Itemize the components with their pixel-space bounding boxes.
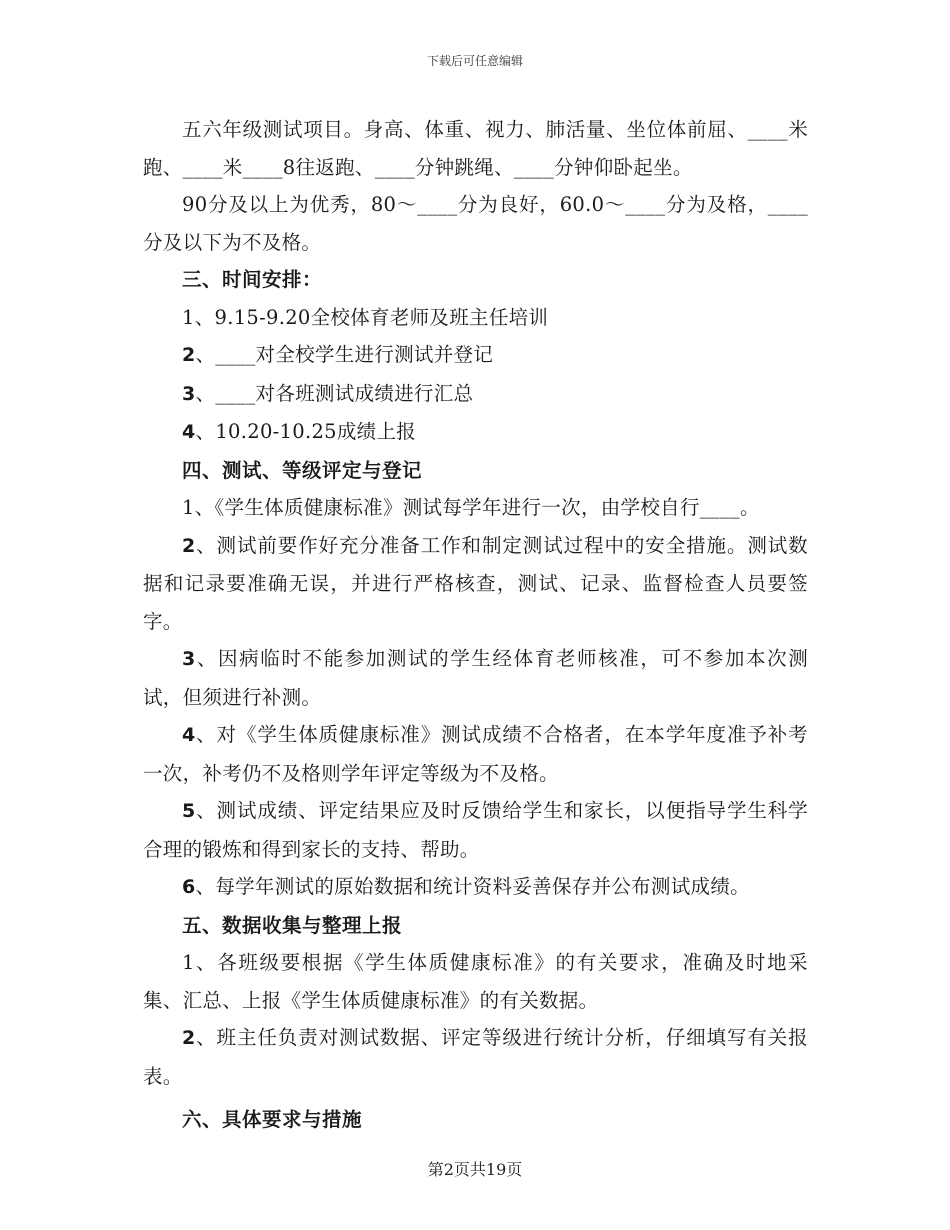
list-number: 3 bbox=[182, 382, 196, 405]
list-item bbox=[143, 489, 808, 527]
list-number: 6 bbox=[182, 876, 196, 898]
paragraph-text: 、____对各班测试成绩进行汇总 bbox=[195, 381, 474, 405]
document-body bbox=[143, 111, 808, 1139]
paragraph-grading bbox=[143, 186, 808, 261]
list-item bbox=[143, 375, 808, 414]
paragraph-text: 、因病临时不能参加测试的学生经体育老师核准，可不参加本次测试，但须进行补测。 bbox=[143, 647, 808, 709]
section-heading-requirements: 六、具体要求与措施 bbox=[182, 1108, 363, 1131]
paragraph-text: 1、《学生体质健康标准》测试每学年进行一次，由学校自行____。 bbox=[182, 496, 760, 519]
list-number: 2 bbox=[182, 344, 196, 366]
list-item bbox=[143, 413, 808, 452]
paragraph-text: 1、9.15-9.20全校体育老师及班主任培训 bbox=[182, 305, 549, 329]
paragraph-text: 五六年级测试项目。身高、体重、视力、肺活量、坐位体前屈、____米跑、____米____8往返跑、____分钟跳绳、____分钟仰卧起坐。 bbox=[143, 118, 808, 179]
list-item bbox=[143, 868, 808, 907]
section-heading-schedule: 三、时间安排： bbox=[182, 268, 323, 291]
paragraph-text: 、每学年测试的原始数据和统计资料妥善保存并公布测试成绩。 bbox=[195, 875, 750, 898]
list-number: 2 bbox=[182, 534, 196, 557]
list-item bbox=[143, 640, 808, 716]
list-item bbox=[143, 716, 808, 792]
paragraph-text: 1、各班级要根据《学生体质健康标准》的有关要求，准确及时地采集、汇总、上报《学生体质健康标准》的有关数据。 bbox=[143, 951, 808, 1012]
paragraph-text: 、班主任负责对测试数据、评定等级进行统计分析，仔细填写有关报表。 bbox=[143, 1026, 808, 1088]
paragraph-text: 、测试成绩、评定结果应及时反馈给学生和家长，以便指导学生科学合理的锻炼和得到家长的支持、帮助。 bbox=[143, 799, 808, 861]
paragraph-text: 、10.20-10.25成绩上报 bbox=[195, 420, 417, 443]
paragraph-text: 、对《学生体质健康标准》测试成绩不合格者，在本学年度准予补考一次，补考仍不及格则学年评定等级为不及格。 bbox=[143, 723, 808, 785]
list-item bbox=[143, 336, 808, 375]
paragraph-text: 、测试前要作好充分准备工作和制定测试过程中的安全措施。测试数据和记录要准确无误，并进行严格核查，测试、记录、监督检查人员要签字。 bbox=[143, 533, 808, 633]
list-number: 2 bbox=[182, 1027, 196, 1049]
list-number: 5 bbox=[182, 800, 196, 822]
list-item bbox=[143, 299, 808, 337]
list-number: 4 bbox=[182, 421, 196, 443]
list-item bbox=[143, 1019, 808, 1095]
list-number: 3 bbox=[182, 648, 196, 670]
list-number: 4 bbox=[182, 724, 196, 746]
page-footer: 第2页共19页 bbox=[427, 1160, 523, 1179]
paragraph-text: 90分及以上为优秀，80～____分为良好，60.0～____分为及格，____分及以下为不及格。 bbox=[143, 193, 808, 254]
paragraph-test-items bbox=[143, 111, 808, 186]
paragraph-text: 、____对全校学生进行测试并登记 bbox=[195, 343, 494, 366]
section-heading-data: 五、数据收集与整理上报 bbox=[182, 913, 403, 937]
page-header: 下载后可任意编辑 bbox=[426, 54, 523, 68]
list-item bbox=[143, 792, 808, 868]
section-heading-testing: 四、测试、等级评定与登记 bbox=[182, 458, 423, 482]
list-item bbox=[143, 527, 808, 641]
list-item bbox=[143, 944, 808, 1019]
